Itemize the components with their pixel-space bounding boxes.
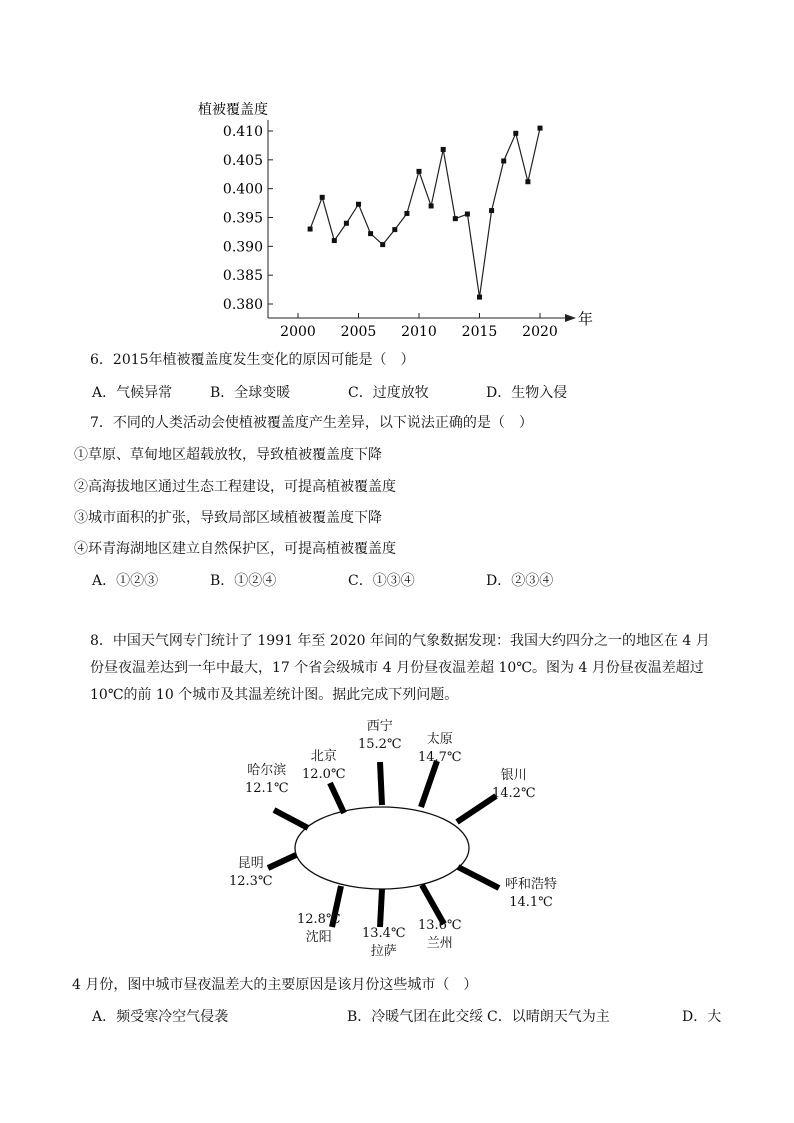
x-tick-label: 2020 — [522, 324, 558, 340]
y-tick-label: 0.385 — [222, 268, 263, 285]
q7-statement-4: ④环青海湖地区建立自然保护区，可提高植被覆盖度 — [74, 541, 396, 557]
city-name: 昆明 — [237, 856, 264, 871]
x-tick-label: 2005 — [340, 324, 377, 340]
temperature-bar — [380, 889, 382, 927]
q7-option-d[interactable]: D．②③④ — [486, 573, 554, 589]
city-label — [297, 911, 341, 947]
city-label — [418, 917, 462, 953]
y-axis-label: 植被覆盖度 — [198, 102, 268, 118]
data-point — [538, 126, 543, 131]
city-name: 北京 — [310, 749, 337, 764]
data-point — [453, 216, 458, 221]
city-label — [245, 762, 289, 798]
q6-option-b[interactable]: B．全球变暖 — [210, 385, 291, 401]
q7-option-a[interactable]: A．①②③ — [92, 573, 159, 589]
x-tick-label: 2000 — [280, 324, 316, 340]
vegetation-coverage-chart — [190, 90, 610, 350]
data-point — [477, 295, 482, 300]
temperature-value: 14.1℃ — [509, 895, 553, 910]
x-tick-label: 2015 — [461, 324, 498, 340]
q7-statement-3: ③城市面积的扩张，导致局部区域植被覆盖度下降 — [74, 510, 382, 526]
data-point — [356, 202, 361, 207]
city-name: 西宁 — [366, 719, 393, 734]
city-name: 兰州 — [426, 936, 453, 951]
city-name: 太原 — [426, 732, 453, 747]
temperature-bar — [457, 796, 496, 822]
q7-option-c[interactable]: C．①③④ — [348, 573, 415, 589]
temperature-value: 12.3℃ — [229, 874, 273, 889]
q8-option-c[interactable]: C．以晴朗天气为主 — [487, 1009, 610, 1025]
temperature-value: 12.0℃ — [302, 767, 346, 782]
data-point — [441, 147, 446, 152]
data-point — [320, 195, 325, 200]
city-name: 银川 — [500, 768, 527, 783]
temperature-bar — [330, 783, 344, 813]
city-label — [418, 731, 462, 767]
data-point — [489, 208, 494, 213]
q8-stem: 4 月份，图中城市昼夜温差大的主要原因是该月份这些城市（ ） — [72, 977, 478, 993]
q8-option-a[interactable]: A．频受寒冷空气侵袭 — [92, 1009, 229, 1025]
q6-option-d[interactable]: D．生物入侵 — [486, 385, 568, 401]
data-point — [368, 231, 373, 236]
y-tick-label: 0.380 — [222, 297, 263, 313]
series-line — [310, 128, 540, 297]
q7-statement-1: ①草原、草甸地区超载放牧，导致植被覆盖度下降 — [74, 447, 382, 463]
temperature-bar — [380, 762, 382, 805]
data-point — [429, 203, 434, 208]
y-tick-label: 0.405 — [222, 152, 263, 169]
q7-option-b[interactable]: B．①②④ — [210, 573, 277, 589]
x-axis-label: 年 — [578, 310, 594, 328]
temperature-value: 15.2℃ — [358, 737, 402, 752]
city-label — [302, 748, 346, 784]
center-ellipse — [295, 807, 469, 889]
data-point — [380, 242, 385, 247]
data-point — [332, 238, 337, 243]
data-point — [501, 158, 506, 163]
city-label — [362, 925, 406, 961]
x-tick-label: 2010 — [401, 324, 437, 340]
temperature-value: 12.8℃ — [297, 912, 341, 927]
data-point — [404, 211, 409, 216]
temperature-bar — [274, 810, 308, 828]
city-label — [358, 718, 402, 754]
city-name: 拉萨 — [370, 944, 397, 959]
data-point — [513, 131, 518, 136]
q7-stem: 7．不同的人类活动会使植被覆盖度产生差异，以下说法正确的是（ ） — [90, 415, 533, 431]
temperature-value: 14.7℃ — [418, 750, 462, 765]
q8-option-d[interactable]: D．大 — [682, 1009, 722, 1025]
data-point — [344, 221, 349, 226]
data-point — [392, 227, 397, 232]
x-axis-arrow — [565, 314, 576, 322]
city-label — [229, 855, 273, 891]
temperature-value: 13.4℃ — [362, 926, 406, 941]
city-label — [505, 876, 557, 912]
city-name: 哈尔滨 — [247, 763, 287, 778]
y-tick-label: 0.395 — [222, 210, 263, 227]
y-tick-label: 0.410 — [222, 124, 263, 140]
q6-option-a[interactable]: A．气候异常 — [92, 385, 173, 401]
temperature-value: 12.1℃ — [245, 781, 289, 796]
q7-statement-2: ②高海拔地区通过生态工程建设，可提高植被覆盖度 — [74, 479, 396, 495]
data-point — [465, 212, 470, 217]
temperature-bar — [421, 761, 437, 807]
y-tick-label: 0.390 — [222, 239, 263, 256]
data-point — [308, 227, 313, 232]
q8-option-b[interactable]: B．冷暖气团在此交绥 — [347, 1009, 484, 1025]
temperature-value: 14.2℃ — [492, 786, 536, 801]
y-tick-label: 0.400 — [222, 181, 263, 198]
data-point — [417, 169, 422, 174]
q6-stem: 6．2015年植被覆盖度发生变化的原因可能是（ ） — [90, 352, 415, 368]
q8-intro: 8．中国天气网专门统计了 1991 年至 2020 年间的气象数据发现：我国大约四分之一的地区在 4 月份昼夜温差达到一年中最大，17 个省会级城市 4 月份昼夜温差超 10℃。图为 4 月份昼夜温差超过 10℃的前 10 个城市及其温差统计图。据此完成下列问题。 — [90, 633, 710, 703]
q6-option-c[interactable]: C．过度放牧 — [348, 385, 429, 401]
city-name: 呼和浩特 — [505, 877, 558, 892]
temperature-value: 13.6℃ — [418, 918, 462, 933]
data-point — [525, 179, 530, 184]
city-label — [492, 767, 536, 803]
temperature-bar — [458, 867, 499, 888]
city-name: 沈阳 — [305, 930, 332, 945]
